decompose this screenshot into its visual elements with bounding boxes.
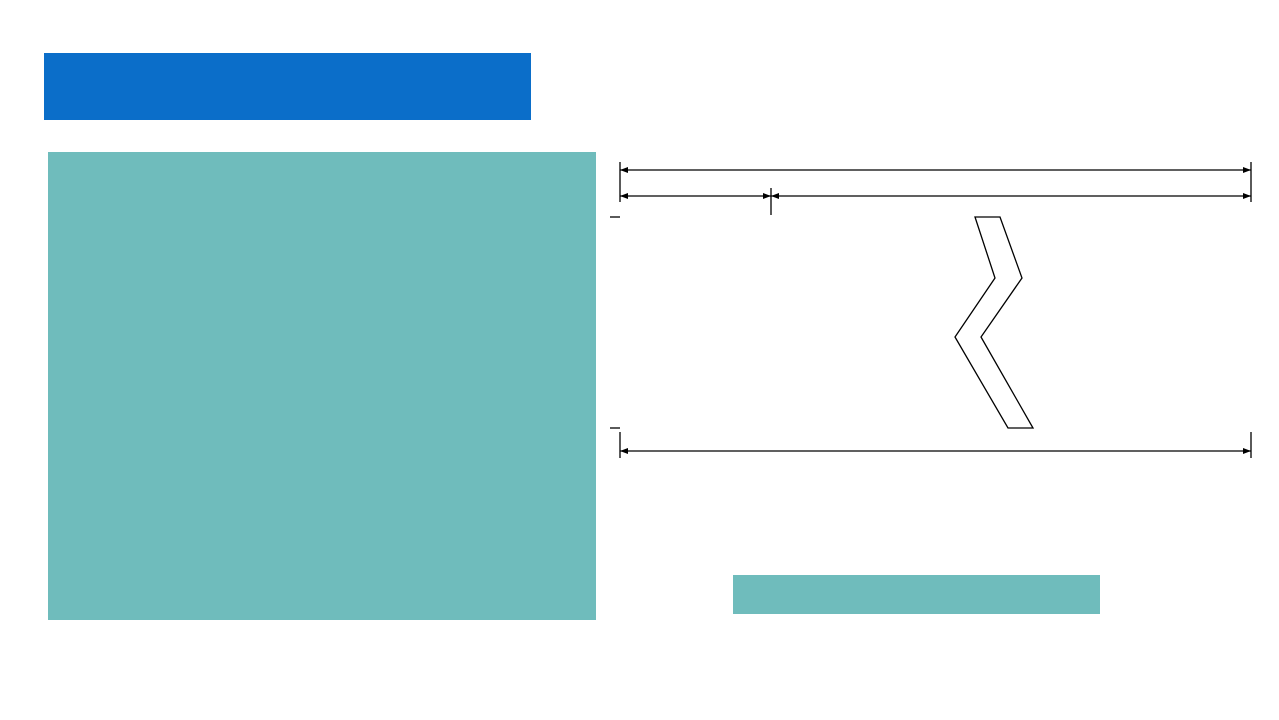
arrow-head (763, 193, 771, 199)
frame-break-gap (955, 217, 1033, 428)
arrow-head (620, 167, 628, 173)
arrow-head (620, 448, 628, 454)
arrow-head (771, 193, 779, 199)
stm1-frame-diagram (610, 140, 1260, 570)
description-text-box (48, 152, 596, 620)
arrow-head (1243, 193, 1251, 199)
arrow-head (1243, 167, 1251, 173)
slide-title (44, 53, 531, 120)
arrow-head (620, 193, 628, 199)
footer (176, 697, 209, 708)
arrow-head (1243, 448, 1251, 454)
diagram-caption (733, 575, 1100, 614)
